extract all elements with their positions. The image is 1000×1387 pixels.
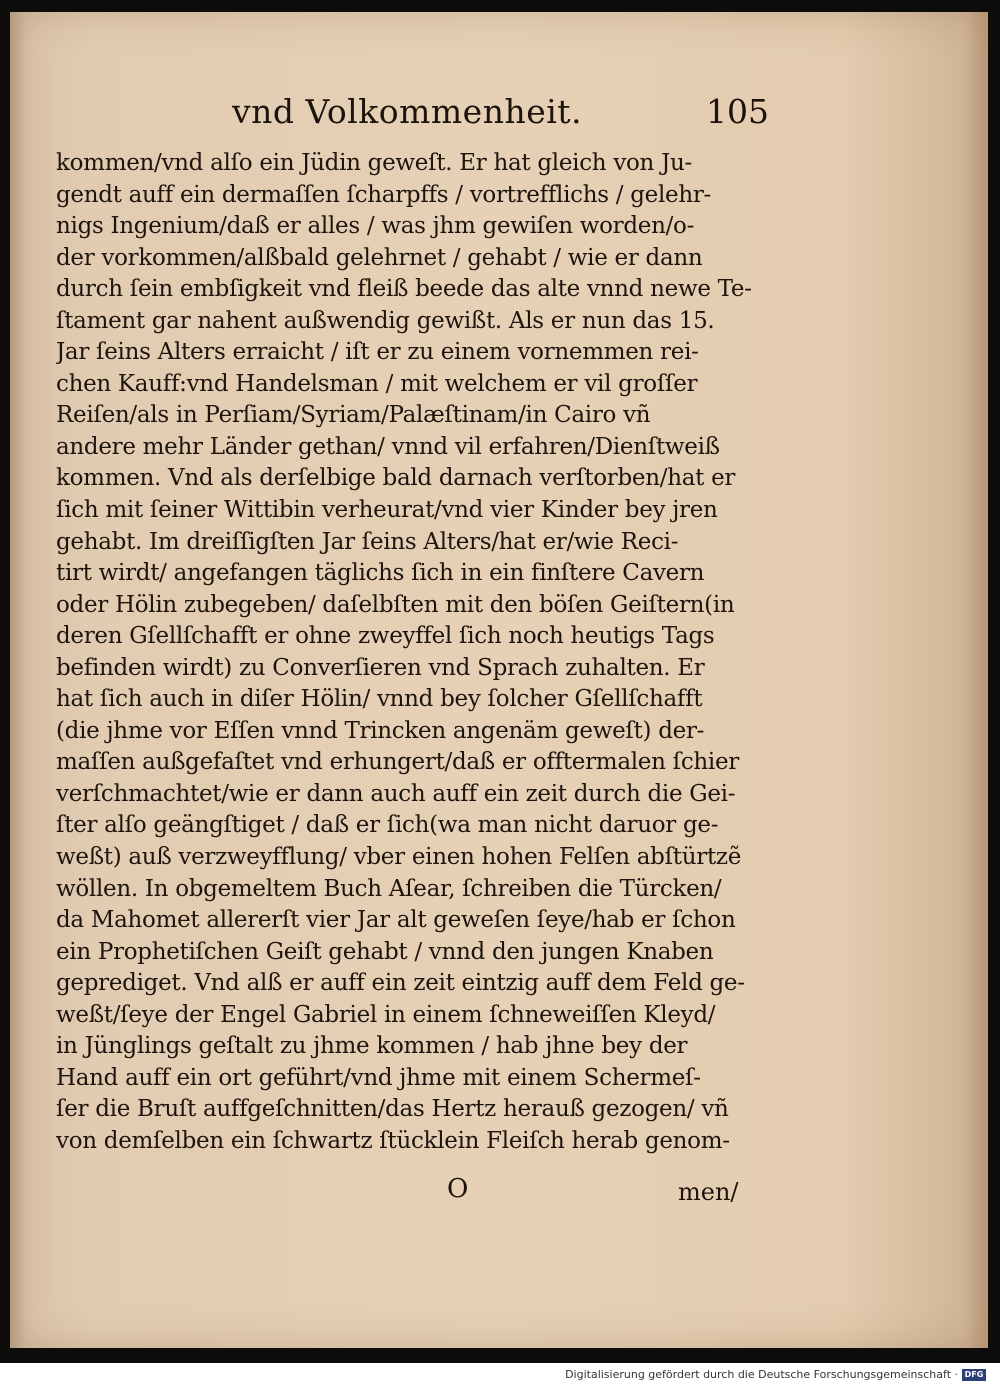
page-number: 105 bbox=[706, 92, 769, 131]
page-left-edge bbox=[10, 12, 26, 1348]
text-line: andere mehr Länder gethan/ vnnd vil erfahren/Dienſtweiß bbox=[56, 433, 720, 460]
text-line: gendt auff ein dermaſſen ſcharpffs / vortrefflichs / gelehr- bbox=[56, 181, 711, 208]
text-line: hat ſich auch in diſer Hölin/ vnnd bey ſolcher Gſellſchafft bbox=[56, 686, 703, 713]
text-line: in Jünglings geſtalt zu jhme kommen / hab jhne bey der bbox=[56, 1033, 688, 1060]
text-line: befinden wirdt) zu Converſieren vnd Sprach zuhalten. Er bbox=[56, 654, 705, 681]
text-line: wöllen. In obgemeltem Buch Aſear, ſchreiben die Türcken/ bbox=[56, 875, 722, 902]
text-line: Jar ſeins Alters erraicht / iſt er zu einem vornemmen rei- bbox=[56, 339, 699, 366]
text-line: durch ſein embſigkeit vnd fleiß beede das alte vnnd newe Te- bbox=[56, 276, 752, 303]
text-line: ein Prophetiſchen Geiſt gehabt / vnnd den jungen Knaben bbox=[56, 938, 714, 965]
text-line: Reiſen/als in Perſiam/Syriam/Palæſtinam/in Cairo vñ bbox=[56, 402, 651, 429]
text-line: tirt wirdt/ angefangen täglichs ſich in ein finſtere Cavern bbox=[56, 560, 705, 587]
running-head: vnd Volkommenheit. bbox=[232, 92, 583, 131]
text-line: ſtament gar nahent außwendig gewißt. Als er nun das 15. bbox=[56, 307, 715, 334]
page-right-edge bbox=[966, 12, 988, 1348]
text-line: da Mahomet allererſt vier Jar alt geweſen ſeye/hab er ſchon bbox=[56, 907, 736, 934]
signature-mark: O bbox=[447, 1174, 469, 1204]
text-line: von demſelben ein ſchwartz ſtücklein Fleiſch herab genom- bbox=[56, 1127, 730, 1154]
text-line: ſter alſo geängſtiget / daß er ſich(wa man nicht daruor ge- bbox=[56, 812, 719, 839]
catchword: men/ bbox=[678, 1178, 739, 1206]
footer bbox=[0, 1366, 1000, 1387]
text-line: gehabt. Im dreiſſigſten Jar ſeins Alters/hat er/wie Reci- bbox=[56, 528, 679, 555]
text-line: der vorkommen/alßbald gelehrnet / gehabt / wie er dann bbox=[56, 244, 703, 271]
text-line: nigs Ingenium/daß er alles / was jhm gewiſen worden/o- bbox=[56, 213, 695, 240]
text-line: verſchmachtet/wie er dann auch auff ein zeit durch die Gei- bbox=[56, 780, 736, 807]
text-line: maſſen außgefaſtet vnd erhungert/daß er offtermalen ſchier bbox=[56, 749, 739, 776]
text-line: kommen. Vnd als derſelbige bald darnach verſtorben/hat er bbox=[56, 465, 736, 492]
text-line: ſich mit ſeiner Wittibin verheurat/vnd vier Kinder bey jren bbox=[56, 497, 718, 524]
text-line: Hand auff ein ort geführt/vnd jhme mit einem Schermeſ- bbox=[56, 1064, 701, 1091]
text-line: ſer die Bruſt auffgeſchnitten/das Hertz herauß gezogen/ vñ bbox=[56, 1096, 729, 1123]
dfg-logo: DFG bbox=[962, 1369, 986, 1381]
text-line: kommen/vnd alſo ein Jüdin geweſt. Er hat gleich von Ju- bbox=[56, 150, 692, 176]
text-line: weßt/ſeye der Engel Gabriel in einem ſchneweiſſen Kleyd/ bbox=[56, 1001, 716, 1028]
text-line: geprediget. Vnd alß er auff ein zeit eintzig auff dem Feld ge- bbox=[56, 970, 745, 997]
body-text bbox=[56, 148, 758, 1158]
text-line: (die jhme vor Eſſen vnnd Trincken angenäm geweſt) der- bbox=[56, 717, 705, 744]
text-line: chen Kauff:vnd Handelsman / mit welchem er vil groſſer bbox=[56, 370, 698, 397]
footer-credit: Digitalisierung gefördert durch die Deutsche Forschungsgemeinschaft · bbox=[565, 1368, 958, 1381]
text-line: oder Hölin zubegeben/ daſelbſten mit den böſen Geiſtern(in bbox=[56, 591, 735, 618]
text-line: weßt) auß verzweyfflung/ vber einen hohen Felſen abſtürtzẽ bbox=[56, 844, 742, 871]
text-line: deren Gſellſchafft er ohne zweyffel ſich noch heutigs Tags bbox=[56, 623, 715, 650]
